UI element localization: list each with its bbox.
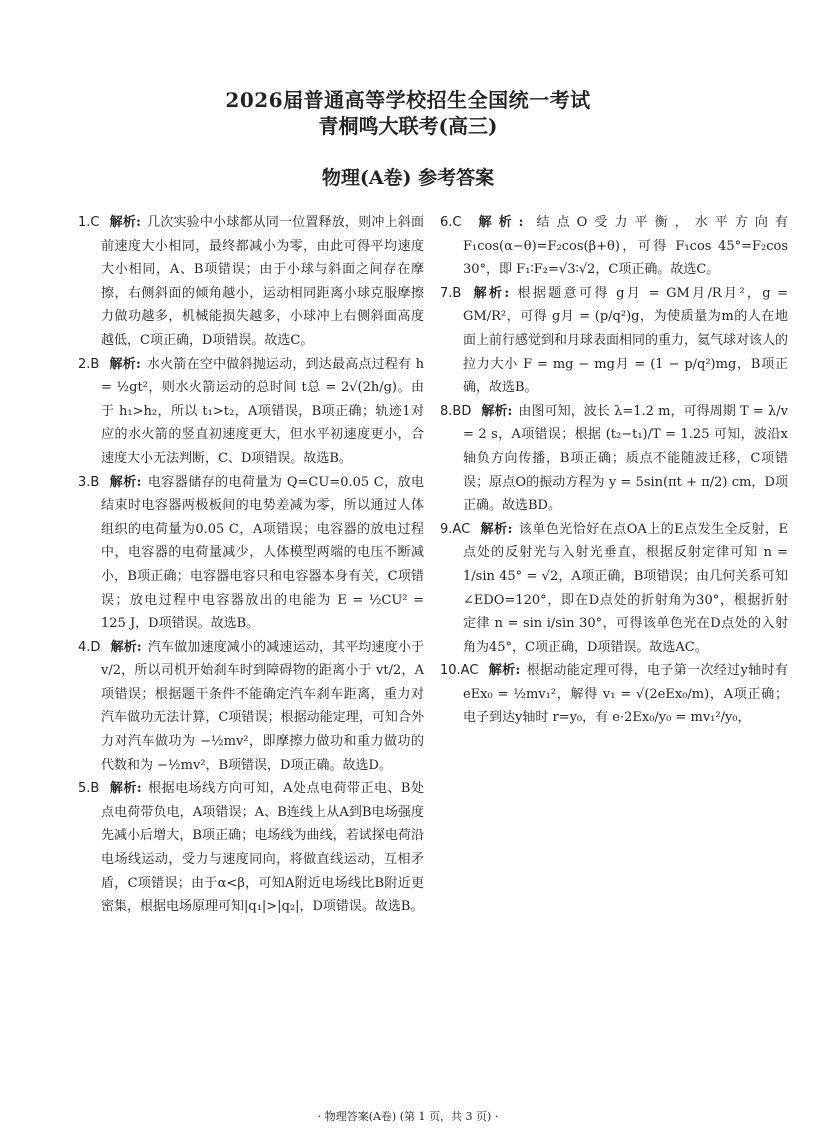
answer-item (78, 211, 424, 353)
answer-text: 几次实验中小球都从同一位置释放，则冲上斜面前速度大小相同，最终都减小为零，由此可得平均速度大小相同，A、B项错误；由于小球与斜面之间存在摩擦，右侧斜面的倾角越小，运动相同距离小球克服摩擦力做功越多，机械能损失越多，小球冲上右侧斜面高度越低，C项正确，D项错误。故选C。 (101, 215, 424, 348)
answer-text: 该单色光恰好在点OA上的E点发生全反射，E点处的反射光与入射光垂直，根据反射定律可知 n = 1/sin 45° = √2，A项正确，B项错误；由几何关系可知∠EDO=120°，即在D点处的折射角为30°，根据折射定律 n = sin i/sin 30°，可得该单色光在D点处的入射角为45°，C项正确，D项错误。故选AC。 (463, 521, 788, 655)
analysis-label: 解析: (471, 215, 524, 230)
answer-number: 1.C (78, 215, 100, 230)
page-title: 物理(A卷) 参考答案 (321, 167, 495, 189)
right-column (440, 211, 788, 730)
answer-item (78, 636, 424, 778)
analysis-label: 解析: (481, 403, 513, 419)
answer-text: 电容器储存的电荷量为 Q=CU=0.05 C，放电结束时电容器两极板间的电势差减为零，所以通过人体组织的电荷量为0.05 C，A项错误；电容器的放电过程中，电容器的电荷量减少，人体模型两端的电压不断减小，B项正确；电容器电容只和电容器本身有关，C项错误；放电过程中电容器放出的电能为 E = ½CU² = 125 J，D项错误。故选B。 (101, 474, 424, 632)
analysis-label: 解析: (109, 215, 141, 230)
answer-item (78, 353, 424, 471)
answer-item (440, 659, 788, 730)
analysis-label: 解析: (109, 356, 141, 372)
answer-text: 根据电场线方向可知，A处点电荷带正电、B处点电荷带负电，A项错误；A、B连线上从A到B电场强度先减小后增大，B项正确；电场线为曲线，若试探电荷沿电场线运动，受力与速度同向，将做直线运动，互相矛盾，C项错误；由于α<β，可知A附近电场线比B附近更密集，根据电场原理可知|q₁|>|q₂|，D项错误。故选B。 (101, 781, 424, 915)
answer-text: 水火箭在空中做斜抛运动，到达最高点过程有 h = ½gt²，则水火箭运动的总时间 t总 = 2√(2h/g)。由于 h₁>h₂，所以 t₁>t₂，A项错误，B项正确；轨迹1对应的水火箭的竖直初速度更大，但水平初速度更小，合速度大小无法判断，C、D项错误。故选B。 (101, 356, 424, 466)
answer-item (78, 471, 424, 636)
analysis-label: 解析: (109, 474, 142, 490)
answer-number: 10.AC (440, 663, 479, 679)
answer-number: 8.BD (440, 403, 472, 419)
answer-text: 由图可知，波长 λ=1.2 m，可得周期 T = λ/v = 2 s，A项错误；根据 (t₂−t₁)/T = 1.25 可知，波沿x轴负方向传播，B项正确；质点不能随波迁移，C项错误；原点O的振动方程为 y = 5sin(πt + π/2) cm，D项正确。故选BD。 (463, 403, 788, 514)
answer-text: 汽车做加速度减小的减速运动，其平均速度小于 v/2，所以司机开始刹车时到障碍物的距离小于 vt/2，A项错误；根据题干条件不能确定汽车刹车距离，重力对汽车做功无法计算，C项错误；根据动能定理，可知合外力对汽车做功为 −½mv²，即摩擦力做功和重力做功的代数和为 −½mv²，B项错误，D项正确。故选D。 (101, 639, 424, 773)
exam-title: 2026届普通高等学校招生全国统一考试 (225, 88, 591, 112)
answer-item (440, 211, 788, 282)
answer-number: 7.B (440, 285, 462, 301)
answer-number: 5.B (78, 781, 100, 797)
answer-text: 根据题意可得 g月 = GM月/R月²，g = GM/R²，可得 g月 = (p/q²)g，为使质量为m的人在地面上前行感觉到和月球表面相同的重力，氦气球对该人的拉力大小 F = mg − mg月 = (1 − p/q²)mg，B项正确，故选B。 (463, 285, 789, 396)
page-footer: · 物理答案(A卷) (第 1 页，共 3 页) · (317, 1110, 499, 1123)
answer-item (440, 400, 788, 518)
answer-number: 4.D (78, 639, 101, 655)
answer-number: 9.AC (440, 521, 471, 537)
answer-text: 结点O受力平衡，水平方向有 F₁cos(α−θ)=F₂cos(β+θ)，可得 F₁cos 45°=F₂cos 30°，即 F₁∶F₂=√3∶√2，C项正确。故选C。 (463, 215, 788, 278)
analysis-label: 解析: (471, 285, 510, 301)
answer-number: 6.C (440, 215, 462, 230)
answer-item (78, 777, 424, 919)
answer-item (440, 518, 788, 660)
left-column (78, 211, 424, 919)
exam-subtitle: 青桐鸣大联考(高三) (318, 114, 498, 138)
answer-number: 3.B (78, 474, 100, 490)
answer-number: 2.B (78, 356, 100, 372)
analysis-label: 解析: (480, 521, 513, 537)
analysis-label: 解析: (110, 639, 142, 655)
answer-item (440, 282, 788, 400)
answer-text: 根据动能定理可得，电子第一次经过y轴时有 eEx₀ = ½mv₁²，解得 v₁ = √(2eEx₀/m)，A项正确；电子到达y轴时 r=y₀，有 e·2Ex₀/y₀ = mv₁²/y₀， (463, 663, 788, 726)
analysis-label: 解析: (488, 663, 521, 679)
analysis-label: 解析: (109, 781, 142, 797)
